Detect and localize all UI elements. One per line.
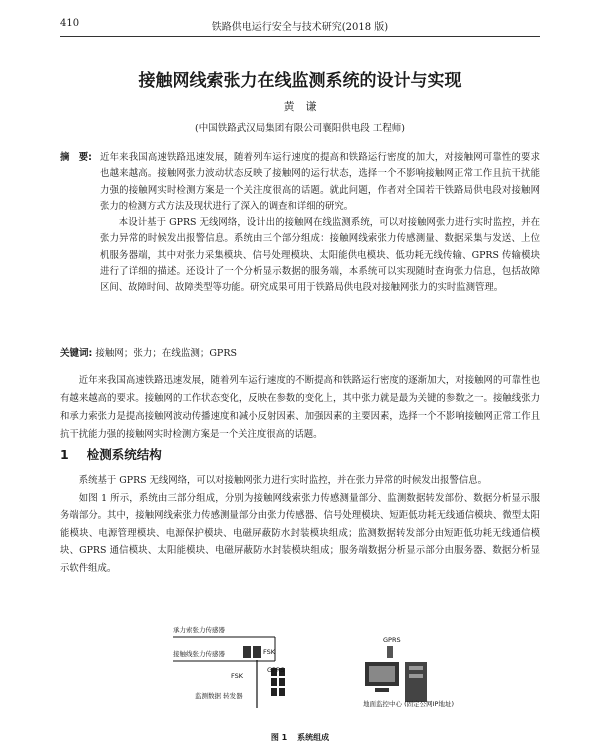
section-heading [60, 445, 540, 463]
section-body [60, 472, 540, 577]
article-title: 接触网线索张力在线监测系统的设计与实现 [138, 71, 462, 91]
keywords-label: 关键词: [60, 348, 93, 359]
figure-caption [60, 732, 540, 743]
gprs-antenna-icon [387, 646, 393, 658]
server-icon [405, 662, 427, 702]
journal-title: 铁路供电运行安全与技术研究(2018 版) [211, 22, 389, 33]
section-paragraph: 如图 1 所示，系统由三部分组成，分别为接触网线索张力传感测量部分、监测数据转发部份、数据分析显示服务端部分。其中，接触网线索张力传感测量部分由张力传感器、信号处理模块、短距低功耗无线通信模块、微型太阳能模块、电源管理模块、电源保护模块、电磁屏蔽防水封装模块组成；监测数据转发部分由短距低功耗无线通信模块、GPRS 通信模块、太阳能模块、电磁屏蔽防水封装模块组成；服务端数据分析显示部分由服务器、数据分析显示软件组成。 [60, 492, 540, 574]
figure-system-diagram [165, 620, 485, 720]
section-number: 1 [60, 447, 69, 462]
label-forwarder: 监测数据 转发器 [195, 692, 243, 700]
fsk-node-icon [243, 646, 251, 658]
figure-caption-number: 图 1 [270, 733, 288, 742]
intro-paragraph: 近年来我国高速铁路迅速发展，随着列车运行速度的不断提高和铁路运行密度的逐渐加大，对接触网的可靠性也有越来越高的要求。接触网的工作状态变化，反映在参数的变化上，其中张力就是最为关键的参数之一。接触线张力和承力索张力是提高接触网波动传播速度和减小反射因素、加强因素的主要因素，选择一个不影响接触网正常工作且抗干扰能力强的接触网实时检测方案是一个关注度很高的话题。 [60, 375, 540, 440]
keywords [60, 345, 540, 359]
keywords-text: 接触网；张力；在线监测；GPRS [95, 348, 237, 359]
section-paragraph: 系统基于 GPRS 无线网络，可以对接触网张力进行实时监控，并在张力异常的时候发出报警信息。 [78, 475, 488, 486]
affiliation: (中国铁路武汉局集团有限公司襄阳供电段 工程师) [195, 123, 405, 134]
abstract-paragraph: 本设计基于 GPRS 无线网络，设计出的接触网在线监测系统，可以对接触网张力进行实时监控，并在张力异常的时候发出报警信息。系统由三个部分组成：接触网线索张力传感测量、数据采集与发送、上位机服务器端，其中对张力采集模块、信号处理模块、太阳能供电模块、低功耗无线传输、GPRS 传输模块进行了详细的描述。还设计了一个分析显示数据的服务端，本系统可以实现随时查询张力信息，包括故障区间、故障时间、故障类型等功能。研究成果可用于铁路局供电段对接触网张力的实时监测管理。 [100, 217, 540, 294]
figure-caption-title: 系统组成 [297, 733, 330, 742]
fsk-node-icon [253, 646, 261, 658]
label-ground-center: 地面监控中心 (固定公网IP地址) [363, 700, 454, 708]
abstract [60, 150, 540, 297]
running-header [60, 18, 540, 34]
label-gprs-top: GPRS [383, 636, 401, 644]
abstract-paragraph: 近年来我国高速铁路迅速发展，随着列车运行速度的提高和铁路运行密度的加大，对接触网可靠性的要求也越来越高。接触网张力波动状态反映了接触网的运行状态，选择一个不影响接触网正常工作且抗干扰能力强的接触网实时检测方案是一个关注度很高的话题。就此问题，作者对全国若干铁路局供电段对接触网张力的检测方式方法及现状进行了深入的调查和详细的研究。 [100, 152, 540, 212]
label-contact-sensor: 接触线张力传感器 [173, 650, 225, 658]
label-fsk-left: FSK [231, 672, 244, 680]
header-rule [60, 36, 540, 37]
page-number: 410 [60, 18, 80, 29]
author: 黄 谦 [283, 100, 317, 113]
label-messenger-sensor: 承力索张力传感器 [173, 626, 225, 634]
workstation-icon [365, 662, 399, 692]
abstract-body [100, 150, 540, 297]
label-fsk-right: FSK [263, 648, 276, 656]
label-gprs-bottom: GPRS [267, 666, 285, 674]
system-diagram [165, 620, 485, 720]
section-title: 检测系统结构 [86, 447, 162, 462]
abstract-label: 摘 要: [60, 152, 92, 163]
